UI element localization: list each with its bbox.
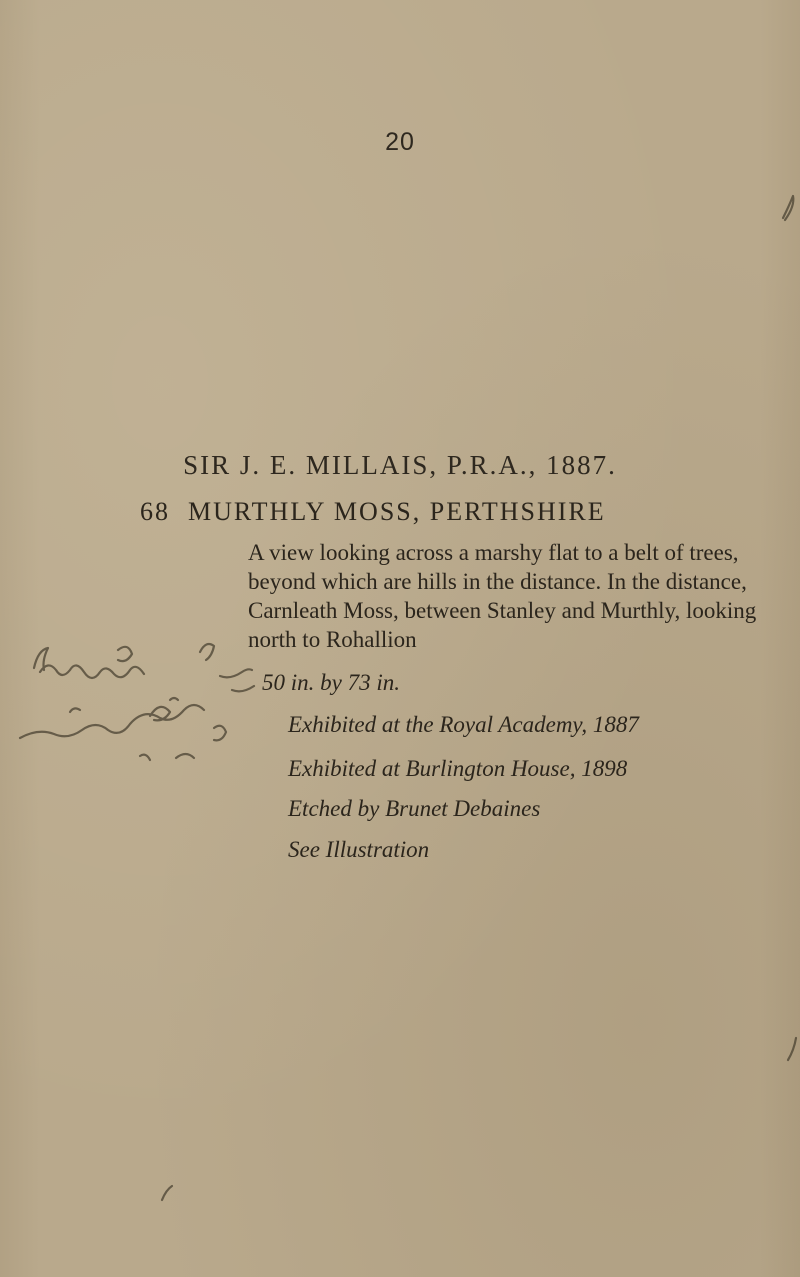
entry-number: 68 [140,497,170,526]
entry-title-line [140,497,606,527]
see-illustration-note: See Illustration [288,837,430,862]
artist-heading: SIR J. E. MILLAIS, P.R.A., 1887. [183,450,617,480]
etching-note: Etched by Brunet Debaines [288,796,541,821]
exhibition-note: Exhibited at the Royal Academy, 1887 [288,712,639,737]
entry-title: MURTHLY MOSS, PERTHSHIRE [188,497,606,526]
description-line: beyond which are hills in the distance. In the distance, [248,569,747,594]
page-number: 20 [385,128,415,156]
description-line: A view looking across a marshy flat to a belt of trees, [248,540,739,565]
description-line: Carnleath Moss, between Stanley and Murthly, looking [248,598,757,623]
entry-dimensions: 50 in. by 73 in. [262,670,400,695]
entry-description [248,538,757,654]
exhibition-note: Exhibited at Burlington House, 1898 [288,756,628,781]
description-line: north to Rohallion [248,627,417,652]
